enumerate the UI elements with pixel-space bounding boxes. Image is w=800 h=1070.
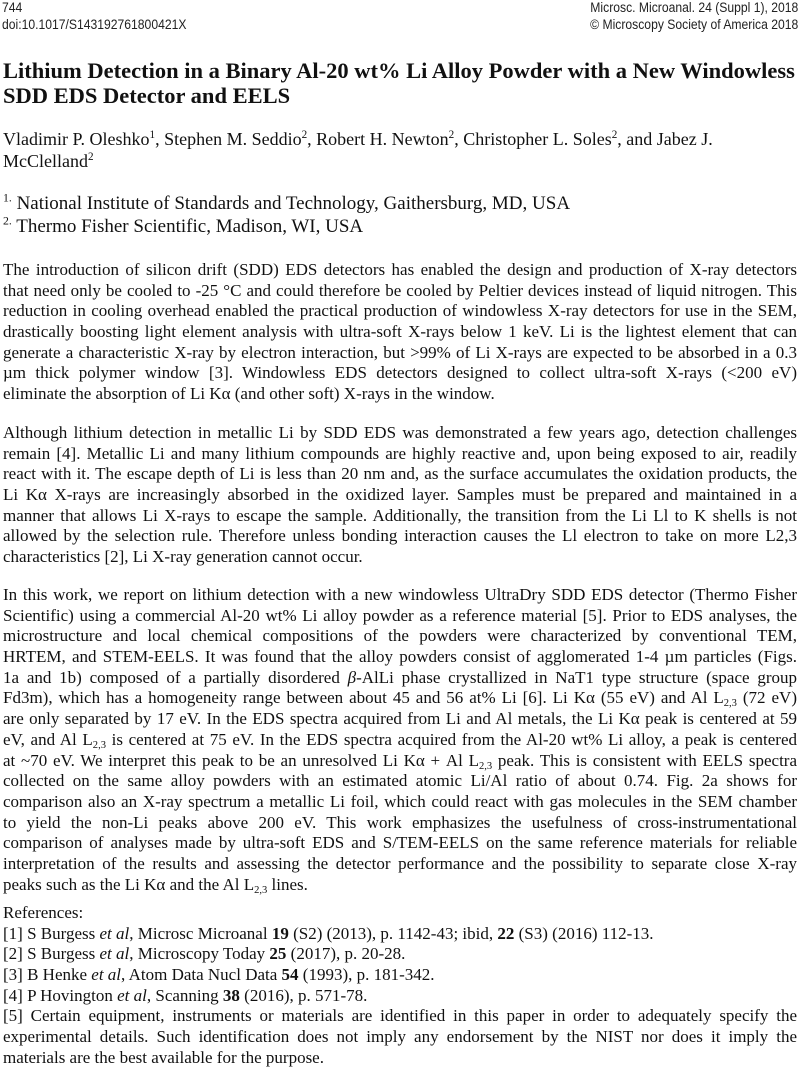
text-run: manner that allows Li X-rays to escape the sample. Additionally, the transition from the Li Ll to K shells is not: [3, 505, 797, 525]
text-line: [3, 986, 797, 1007]
affiliation-list: [3, 192, 798, 238]
affiliation-marker: 2: [611, 129, 618, 141]
text-line: [3, 875, 797, 896]
affiliation: [3, 192, 798, 215]
text-line: [3, 854, 797, 875]
text-run: , Microsc Microanal: [129, 923, 272, 943]
author-separator: ,: [454, 129, 464, 149]
title-line: SDD EDS Detector and EELS: [3, 83, 291, 108]
text-run: [5] Certain equipment, instruments or materials are identified in this paper in order to adequately specify the: [3, 1006, 797, 1026]
text-line: [3, 363, 797, 384]
author-name: Stephen M. Seddio: [164, 129, 302, 149]
text-run: are only separated by 17 eV. In the EDS spectra acquired from Li and Al metals, the Li Kα peak is centered at 59: [3, 709, 797, 729]
text-line: [3, 464, 797, 485]
text-run: peak. This is consistent with EELS spectra: [492, 750, 798, 770]
text-run: [4] P Hovington: [3, 985, 118, 1005]
text-run: Although lithium detection in metallic Li by SDD EDS was demonstrated a few years ago, detection challenges: [3, 423, 797, 442]
text-line: [3, 730, 797, 751]
text-run: experimental details. Such identification does not imply any endorsement by the NIST nor does it imply the: [3, 1027, 797, 1047]
italic-text: et al: [99, 944, 130, 964]
text-line: [3, 444, 797, 465]
text-line: [3, 813, 797, 834]
text-line: [3, 526, 797, 547]
text-run: microstructure and local chemical compositions of the powders were characterized by conventional TEM,: [3, 626, 797, 646]
text-run: comparison of analyses made by ultra-soft EDS and S/TEM-EELS on the same reference materials for reliable: [3, 833, 797, 853]
paragraph-intro: [3, 260, 797, 405]
text-run: [3] B Henke: [3, 965, 92, 985]
author-separator: ,: [307, 129, 317, 149]
text-line: [3, 965, 797, 986]
text-run: drastically boosting light element analysis with ultra-soft X-rays below 1 keV. Li is the lightest element that can: [3, 322, 797, 342]
reference-list: [3, 924, 797, 1069]
paragraph-challenges: [3, 423, 797, 568]
text-run: collected on the same alloy powders with an estimated atomic Li/Al ratio of about 0.74. Fig. 2a shows for: [3, 771, 797, 791]
text-run: peaks such as the Li Kα and the Al L: [3, 874, 255, 894]
author-name: Christopher L. Soles: [463, 129, 612, 149]
text-run: (S2) (2013), p. 1142-43; ibid,: [288, 923, 498, 943]
text-line: [3, 792, 797, 813]
text-run: , Scanning: [146, 985, 223, 1005]
text-run: Scientific) using a commercial Al-20 wt% Li alloy powder as a reference material [5]. Prior to EDS analyses, the: [3, 605, 797, 625]
references-heading: References:: [3, 903, 84, 922]
subscript: 2,3: [723, 698, 737, 710]
paragraph-this-work: [3, 585, 797, 895]
bold-volume: 19: [271, 923, 289, 943]
text-line: [3, 322, 797, 343]
text-line: [3, 301, 797, 322]
affiliation-marker: 2: [301, 129, 308, 141]
author-name: Robert H. Newton: [316, 129, 449, 149]
text-run: (1993), p. 181-342.: [298, 965, 435, 985]
text-line: [3, 1027, 797, 1048]
doi: doi:10.1017/S143192761800421X: [2, 16, 187, 32]
text-run: remain [4]. Metallic Li and many lithium compounds are highly reactive and, upon being exposed to air, readily: [3, 443, 797, 463]
text-run: eV, and Al L: [3, 729, 93, 749]
journal-citation: Microsc. Microanal. 24 (Suppl 1), 2018: [590, 0, 798, 15]
text-line: [3, 384, 797, 405]
text-line: [3, 626, 797, 647]
text-run: allowed by the selection rule. Therefore unless bonding interaction causes the Ll electron to take on more L2,3: [3, 526, 797, 546]
text-run: to yield the non-Li peaks above 200 eV. This work emphasizes the usefulness of cross-instrumentational: [3, 812, 797, 832]
author-name: Vladimir P. Oleshko: [3, 129, 150, 149]
affiliation-marker: 2.: [3, 214, 12, 228]
italic-text: et al: [117, 985, 147, 1005]
text-run: generate a characteristic X-ray by electron interaction, but >99% of Li X-rays are expected to be absorbed in a 0.3: [3, 342, 797, 362]
text-line: [3, 485, 797, 506]
text-run: lines.: [267, 874, 308, 894]
text-line: [3, 709, 797, 730]
affiliation-marker: 1: [149, 129, 156, 141]
text-run: eliminate the absorption of Li Kα (and other soft) X-rays in the window.: [3, 384, 495, 404]
italic-text: β: [347, 667, 357, 687]
text-run: HRTEM, and STEM-EELS. It was found that the alloy powders consist of agglomerated 1-4 µm particles (Figs.: [3, 647, 797, 667]
affiliation-marker: 1.: [3, 191, 12, 205]
text-run: The introduction of silicon drift (SDD) EDS detectors has enabled the design and production of X-ray detectors: [3, 260, 797, 279]
text-run: materials are the best available for the purpose.: [3, 1047, 324, 1067]
text-run: reduction in cooling overhead enabled the practical production of windowless X-ray detectors for use in the SEM,: [3, 301, 797, 321]
text-line: [3, 924, 797, 945]
page-number: 744: [2, 0, 23, 15]
text-run: interpretation of the results and assessing the detector performance and the possibility to separate close X-ray: [3, 853, 797, 873]
text-line: [3, 751, 797, 772]
author-list: [3, 128, 798, 172]
affiliation-marker: 2: [448, 129, 455, 141]
copyright: © Microscopy Society of America 2018: [589, 16, 798, 32]
text-line: [3, 1006, 797, 1027]
text-run: , Atom Data Nucl Data: [121, 965, 282, 985]
text-line: [3, 585, 797, 606]
text-run: comparison also an X-ray spectrum a metallic Li foil, which could react with gas molecules in the SEM chamber: [3, 791, 797, 811]
paper-title: [3, 58, 798, 108]
text-line: [3, 260, 797, 281]
text-line: [3, 423, 797, 444]
affiliation-text: Thermo Fisher Scientific, Madison, WI, USA: [11, 216, 364, 237]
text-run: In this work, we report on lithium detection with a new windowless UltraDry SDD EDS detector (Thermo Fisher: [3, 585, 797, 604]
subscript: 2,3: [92, 739, 106, 751]
text-run: that need only be cooled to -25 °C and could therefore be cooled by Peltier devices instead of liquid nitrogen. This: [3, 280, 797, 300]
text-line: [3, 771, 797, 792]
text-line: [3, 506, 797, 527]
subscript: 2,3: [479, 760, 493, 772]
text-line: [3, 343, 797, 364]
author-separator: ,: [155, 129, 165, 149]
references-section: [3, 903, 797, 1069]
subscript: 2,3: [254, 884, 268, 896]
text-line: [3, 944, 797, 965]
text-run: Li Kα X-rays are increasingly absorbed in the oxidized layer. Samples must be prepared and maintained in a: [3, 485, 797, 505]
page-header-right: [590, 0, 798, 33]
text-run: (72 eV): [736, 688, 797, 708]
text-run: -AlLi phase crystallized in NaT1 type structure (space group: [356, 667, 797, 687]
text-line: [3, 647, 797, 668]
bold-volume: 54: [281, 965, 299, 985]
text-line: [3, 833, 797, 854]
text-line: [3, 688, 797, 709]
text-run: µm thick polymer window [3]. Windowless EDS detectors designed to collect ultra-soft X-rays (<200 eV): [3, 363, 797, 383]
text-run: react with it. The escape depth of Li is less than 20 nm and, as the surface accumulates the oxidation products, the: [3, 464, 797, 484]
text-line: [3, 547, 797, 568]
text-line: [3, 281, 797, 302]
author-name: Jabez J. McClelland: [3, 129, 713, 171]
text-line: [3, 668, 797, 689]
bold-volume: 38: [222, 985, 240, 1005]
text-run: characteristics [2], Li X-ray generation cannot occur.: [3, 547, 363, 567]
author-separator: , and: [617, 129, 657, 149]
text-run: is centered at 75 eV. In the EDS spectra acquired from the Al-20 wt% Li alloy, a peak is centered: [105, 729, 797, 749]
text-run: at ~70 eV. We interpret this peak to be an unresolved Li Kα + Al L: [3, 750, 479, 770]
italic-text: et al: [99, 923, 130, 943]
text-run: (2017), p. 20-28.: [286, 944, 406, 964]
text-run: (2016), p. 571-78.: [239, 985, 368, 1005]
text-run: , Microscopy Today: [129, 944, 270, 964]
title-line: Lithium Detection in a Binary Al-20 wt% Li Alloy Powder with a New Windowless: [3, 58, 795, 83]
italic-text: et al: [91, 965, 122, 985]
affiliation-marker: 2: [87, 151, 94, 163]
text-line: [3, 606, 797, 627]
affiliation-text: National Institute of Standards and Technology, Gaithersburg, MD, USA: [11, 193, 571, 214]
affiliation: [3, 215, 798, 238]
text-run: (S3) (2016) 112-13.: [514, 923, 654, 943]
text-line: [3, 1048, 797, 1069]
text-run: [2] S Burgess: [3, 944, 100, 964]
text-run: Fd3m), which has a homogeneity range between about 45 and 56 at% Li [6]. Li Kα (55 eV) and Al L: [3, 688, 724, 708]
text-run: 1a and 1b) composed of a partially disordered: [3, 667, 348, 687]
bold-volume: 25: [269, 944, 287, 964]
page-header-left: [2, 0, 186, 33]
bold-volume: 22: [497, 923, 515, 943]
text-run: [1] S Burgess: [3, 923, 100, 943]
